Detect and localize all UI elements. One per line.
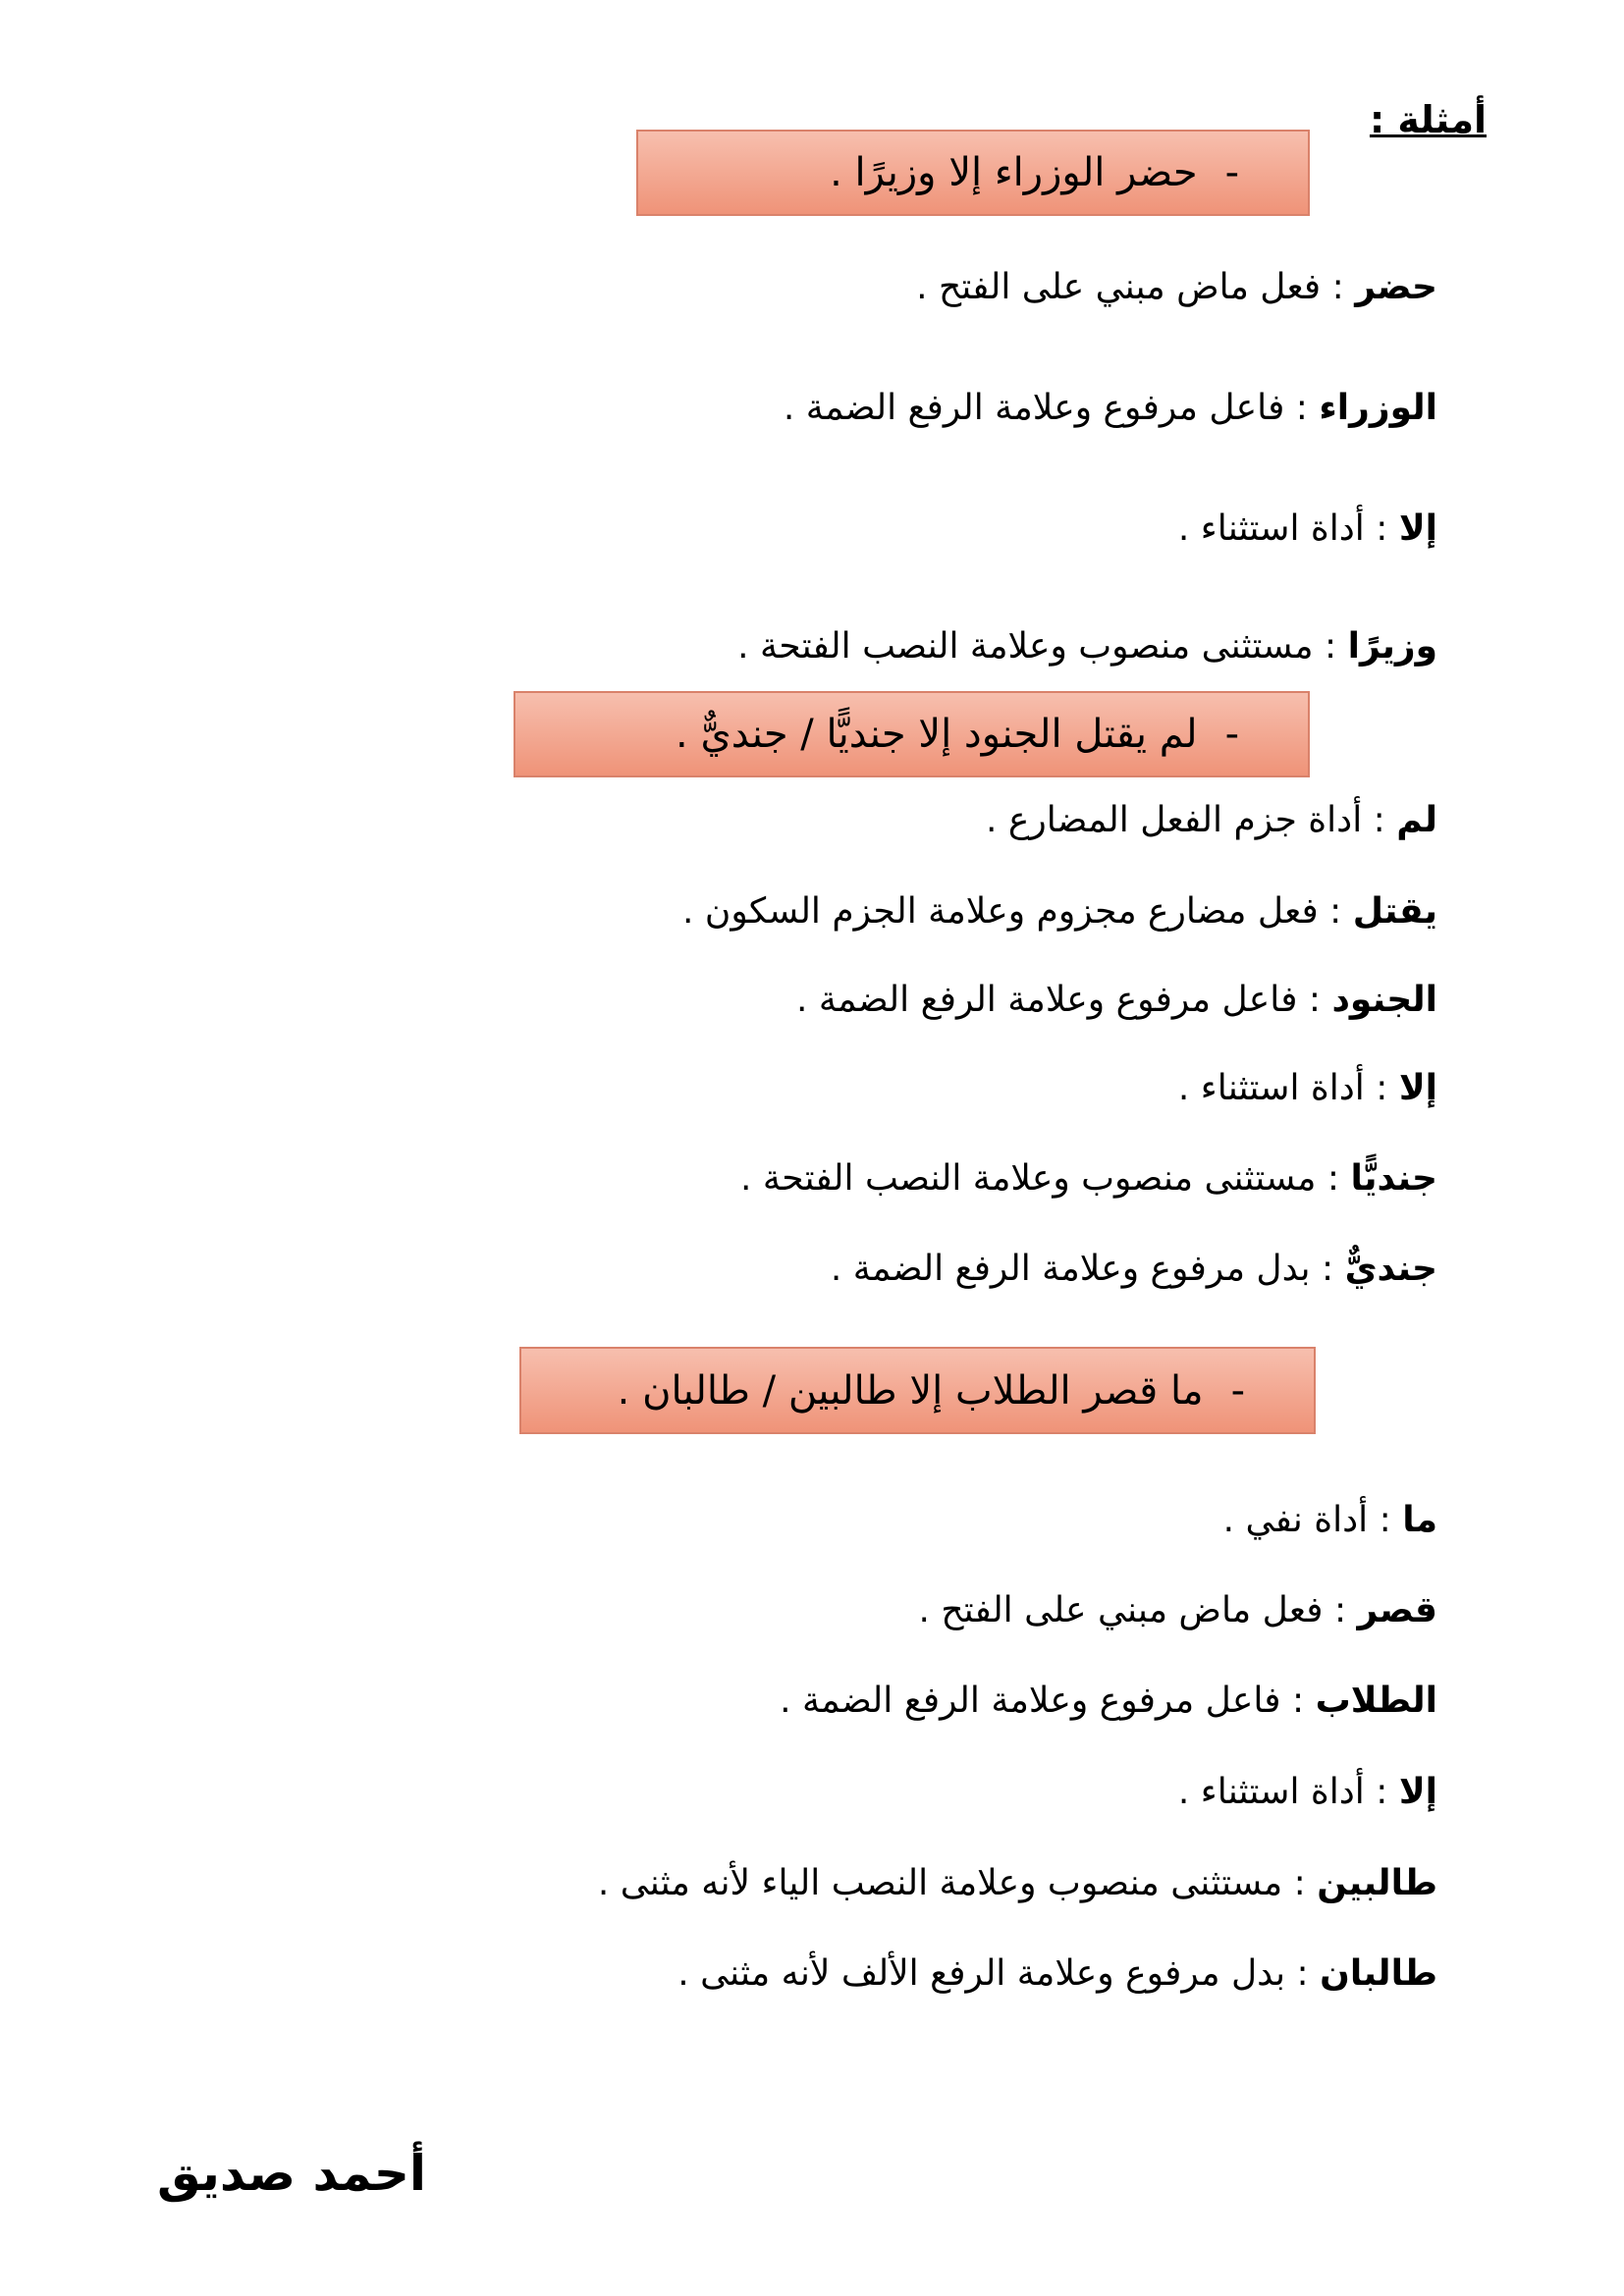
analysis-word: إلا [1398, 1068, 1437, 1108]
analysis-desc: أداة نفي . [1222, 1500, 1369, 1540]
analysis-line: الوزراء : فاعل مرفوع وعلامة الرفع الضمة . [783, 388, 1437, 428]
analysis-word: يقتل [1352, 891, 1437, 932]
analysis-word: الوزراء [1319, 388, 1437, 428]
analysis-desc: أداة استثناء . [1177, 1068, 1365, 1108]
analysis-line: الجنود : فاعل مرفوع وعلامة الرفع الضمة . [795, 980, 1437, 1020]
analysis-word: إلا [1398, 1772, 1437, 1812]
analysis-word: إلا [1398, 508, 1437, 549]
example-1-sentence: حضر الوزراء إلا وزيرًا . [830, 150, 1198, 195]
example-dash: - [1224, 150, 1239, 195]
analysis-word: الجنود [1331, 980, 1437, 1020]
analysis-line: الطلاب : فاعل مرفوع وعلامة الرفع الضمة . [780, 1681, 1437, 1721]
example-dash: - [1230, 1367, 1245, 1414]
analysis-desc: مستثنى منصوب وعلامة النصب الياء لأنه مثنى . [597, 1863, 1283, 1903]
analysis-line: ما : أداة نفي . [1222, 1500, 1437, 1540]
example-2-sentence: لم يقتل الجنود إلا جنديًّا / جنديٌّ . [676, 712, 1198, 757]
analysis-word: ما [1402, 1500, 1437, 1540]
author-signature: أحمد صديق [157, 2145, 427, 2202]
analysis-line: إلا : أداة استثناء . [1177, 1772, 1437, 1812]
analysis-desc: فاعل مرفوع وعلامة الرفع الضمة . [780, 1681, 1281, 1721]
analysis-word: قصر [1357, 1590, 1437, 1630]
analysis-line: طالبان : بدل مرفوع وعلامة الرفع الألف لأنه مثنى . [677, 1953, 1437, 1994]
analysis-line: لم : أداة جزم الفعل المضارع . [986, 800, 1437, 840]
analysis-word: حضر [1355, 267, 1437, 307]
analysis-word: وزيرًا [1347, 626, 1437, 667]
analysis-word: جنديٌّ [1344, 1249, 1437, 1289]
analysis-line: جنديٌّ : بدل مرفوع وعلامة الرفع الضمة . [830, 1249, 1437, 1289]
example-dash: - [1224, 712, 1239, 757]
analysis-desc: بدل مرفوع وعلامة الرفع الضمة . [830, 1249, 1311, 1289]
analysis-desc: بدل مرفوع وعلامة الرفع الألف لأنه مثنى . [677, 1953, 1286, 1994]
analysis-word: طالبان [1320, 1953, 1437, 1994]
analysis-line: إلا : أداة استثناء . [1177, 1068, 1437, 1108]
analysis-line: جنديًّا : مستثنى منصوب وعلامة النصب الفتحة . [740, 1158, 1437, 1199]
example-3-sentence: ما قصر الطلاب إلا طالبين / طالبان . [617, 1367, 1204, 1414]
analysis-line: يقتل : فعل مضارع مجزوم وعلامة الجزم السكون . [682, 891, 1437, 932]
analysis-desc: فعل ماض مبني على الفتح . [916, 267, 1322, 307]
analysis-desc: أداة استثناء . [1177, 508, 1365, 549]
analysis-line: طالبين : مستثنى منصوب وعلامة النصب الياء لأنه مثنى . [597, 1863, 1437, 1903]
analysis-word: الطلاب [1315, 1681, 1437, 1721]
analysis-line: قصر : فعل ماض مبني على الفتح . [918, 1590, 1437, 1630]
analysis-word: طالبين [1317, 1863, 1437, 1903]
analysis-desc: مستثنى منصوب وعلامة النصب الفتحة . [740, 1158, 1317, 1199]
analysis-desc: أداة جزم الفعل المضارع . [986, 800, 1363, 840]
example-1-sentence-box [636, 130, 1310, 216]
analysis-desc: مستثنى منصوب وعلامة النصب الفتحة . [737, 626, 1314, 667]
analysis-line: وزيرًا : مستثنى منصوب وعلامة النصب الفتحة . [737, 626, 1437, 667]
analysis-line: إلا : أداة استثناء . [1177, 508, 1437, 549]
analysis-desc: فعل مضارع مجزوم وعلامة الجزم السكون . [682, 891, 1319, 932]
page-heading: أمثلة : [1369, 98, 1487, 141]
analysis-word: جنديًّا [1350, 1158, 1437, 1199]
analysis-word: لم [1396, 800, 1437, 840]
example-3-sentence-box [519, 1347, 1316, 1434]
analysis-line: حضر : فعل ماض مبني على الفتح . [916, 267, 1437, 307]
analysis-desc: أداة استثناء . [1177, 1772, 1365, 1812]
analysis-desc: فاعل مرفوع وعلامة الرفع الضمة . [783, 388, 1285, 428]
example-2-sentence-box [514, 691, 1310, 777]
analysis-desc: فعل ماض مبني على الفتح . [918, 1590, 1324, 1630]
analysis-desc: فاعل مرفوع وعلامة الرفع الضمة . [795, 980, 1298, 1020]
